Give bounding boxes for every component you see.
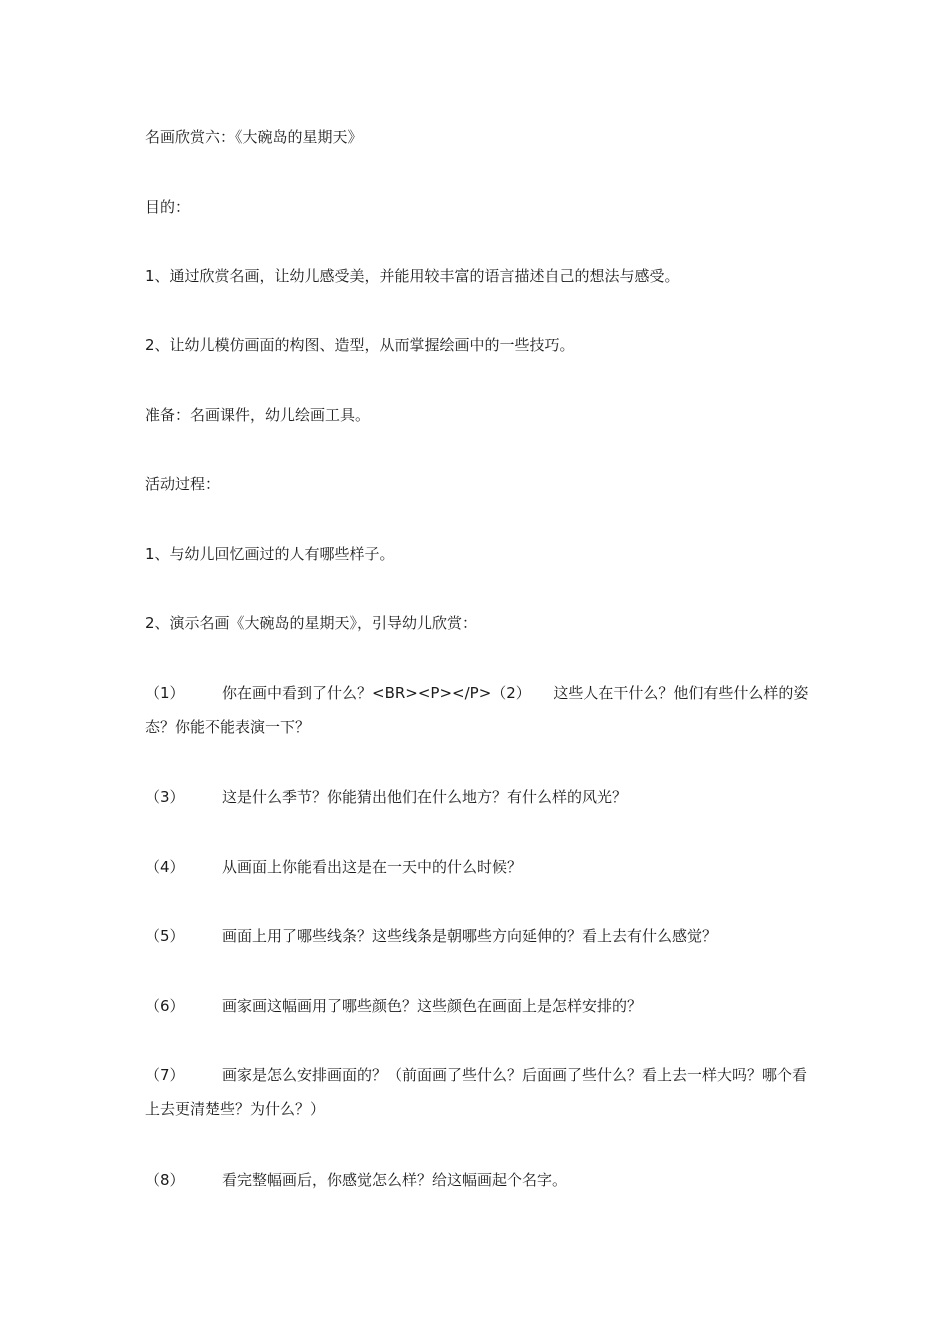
purpose-item-2: 2、让幼儿模仿画面的构图、造型，从而掌握绘画中的一些技巧。 <box>145 336 575 354</box>
question-text: 画面上用了哪些线条？这些线条是朝哪些方向延伸的？看上去有什么感觉？ <box>222 927 718 945</box>
document-title: 名画欣赏六：《大碗岛的星期天》 <box>145 128 363 146</box>
question-text: 画家画这幅画用了哪些颜色？这些颜色在画面上是怎样安排的？ <box>222 997 643 1015</box>
question-text: 你在画中看到了什么？<BR><P></P>（2） 这些人在干什么？他们有些什么样的姿态？你能不能表演一下？ <box>145 684 809 736</box>
question-item-3 <box>145 780 810 814</box>
preparation-text: 准备：名画课件，幼儿绘画工具。 <box>145 406 371 424</box>
question-item-8 <box>145 1163 810 1197</box>
question-text: 看完整幅画后，你感觉怎么样？给这幅画起个名字。 <box>222 1171 568 1189</box>
process-item-2: 2、演示名画《大碗岛的星期天》，引导幼儿欣赏： <box>145 614 478 632</box>
question-number: （5） <box>145 927 185 945</box>
question-number: （8） <box>145 1171 185 1189</box>
question-item-6 <box>145 989 810 1023</box>
question-number: （1） <box>145 684 185 702</box>
process-item-1: 1、与幼儿回忆画过的人有哪些样子。 <box>145 545 395 563</box>
purpose-item-1: 1、通过欣赏名画，让幼儿感受美，并能用较丰富的语言描述自己的想法与感受。 <box>145 267 680 285</box>
question-number: （6） <box>145 997 185 1015</box>
question-text: 画家是怎么安排画面的？（前面画了些什么？后面画了些什么？看上去一样大吗？哪个看上去更清楚些？为什么？） <box>145 1066 808 1118</box>
process-heading: 活动过程： <box>145 475 221 493</box>
question-number: （3） <box>145 788 185 806</box>
question-item-1 <box>145 676 810 744</box>
question-item-4 <box>145 850 810 884</box>
question-number: （4） <box>145 858 185 876</box>
question-number: （7） <box>145 1066 185 1084</box>
purpose-heading: 目的： <box>145 198 191 216</box>
question-item-7 <box>145 1058 810 1126</box>
question-item-5 <box>145 919 810 953</box>
question-text: 从画面上你能看出这是在一天中的什么时候？ <box>222 858 523 876</box>
question-text: 这是什么季节？你能猜出他们在什么地方？有什么样的风光？ <box>222 788 628 806</box>
